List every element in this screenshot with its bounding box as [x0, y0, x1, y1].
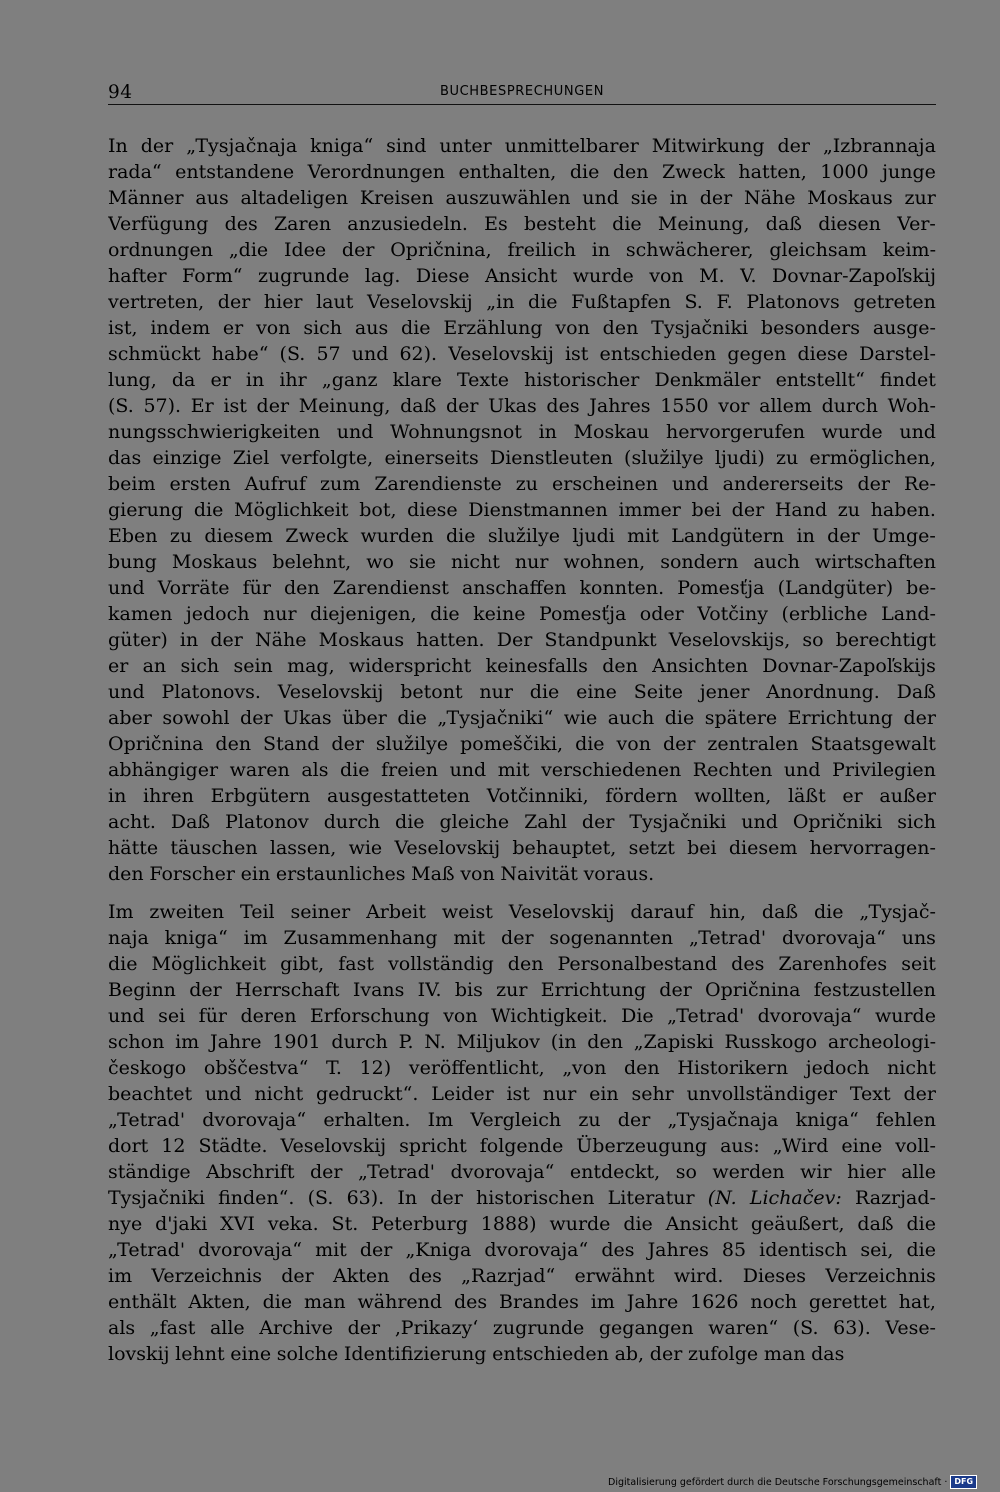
- text-line: „Tetrad' dvorovaja“ mit der „Kniga dvorovaja“ des Jahres 85 identisch sei, die: [108, 1239, 936, 1261]
- text-line: aber sowohl der Ukas über die „Tysjačniki“ wie auch die spätere Errichtung der: [108, 707, 936, 729]
- text-line: in ihren Erbgütern ausgestatteten Votčinniki, fördern wollten, läßt er außer: [108, 785, 936, 807]
- text-line: den Forscher ein erstaunliches Maß von Naivität voraus.: [108, 863, 655, 885]
- text-line: bung Moskaus belehnt, wo sie nicht nur wohnen, sondern auch wirtschaften: [108, 551, 936, 573]
- text-line: und Vorräte für den Zarendienst anschaffen konnten. Pomesťja (Landgüter) be-: [108, 577, 936, 599]
- funding-note: Digitalisierung gefördert durch die Deutsche Forschungsgemeinschaft ·: [608, 1476, 948, 1488]
- text-line: das einzige Ziel verfolgte, einerseits Dienstleuten (služilye ljudi) zu ermöglichen,: [108, 447, 936, 469]
- page-header: [108, 80, 936, 105]
- text-line: Beginn der Herrschaft Ivans IV. bis zur Errichtung der Opričnina festzustellen: [108, 979, 936, 1001]
- footer-attribution: [608, 1475, 977, 1489]
- text-line: abhängiger waren als die freien und mit verschiedenen Rechten und Privilegien: [108, 759, 936, 781]
- running-head: BUCHBESPRECHUNGEN: [439, 84, 605, 99]
- text-line: hafter Form“ zugrunde lag. Diese Ansicht wurde von M. V. Dovnar-Zapoľskij: [108, 265, 936, 287]
- text-line: als „fast alle Archive der ‚Prikazy‘ zugrunde gegangen waren“ (S. 63). Vese-: [108, 1317, 936, 1339]
- page-number: 94: [108, 82, 133, 103]
- text-line: schmückt habe“ (S. 57 und 62). Veselovskij ist entschieden gegen diese Darstel-: [108, 343, 936, 365]
- paragraph-2: [108, 899, 936, 1367]
- text-line: Männer aus altadeligen Kreisen auszuwählen und sie in der Nähe Moskaus zur: [108, 187, 936, 209]
- text-line: güter) in der Nähe Moskaus hatten. Der Standpunkt Veselovskijs, so berechtigt: [108, 629, 936, 651]
- text-line: und Platonovs. Veselovskij betont nur die eine Seite jener Anordnung. Daß: [108, 681, 936, 703]
- text-line: Verfügung des Zaren anzusiedeln. Es besteht die Meinung, daß diesen Ver-: [108, 213, 936, 235]
- text-line: enthält Akten, die man während des Brandes im Jahre 1626 noch gerettet hat,: [108, 1291, 936, 1313]
- text-line: vertreten, der hier laut Veselovskij „in die Fußtapfen S. F. Platonovs getreten: [108, 291, 936, 313]
- text-line: acht. Daß Platonov durch die gleiche Zahl der Tysjačniki und Opričniki sich: [108, 811, 936, 833]
- text-line: rada“ entstandene Verordnungen enthalten, die den Zweck hatten, 1000 junge: [108, 161, 936, 183]
- text-line: ordnungen „die Idee der Opričnina, freilich in schwächerer, gleichsam keim-: [108, 239, 936, 261]
- text-line: „Tetrad' dvorovaja“ erhalten. Im Vergleich zu der „Tysjačnaja kniga“ fehlen: [108, 1109, 936, 1131]
- text-line: nye d'jaki XVI veka. St. Peterburg 1888) wurde die Ansicht geäußert, daß die: [108, 1213, 936, 1235]
- text-line: (S. 57). Er ist der Meinung, daß der Ukas des Jahres 1550 vor allem durch Woh-: [108, 395, 936, 417]
- text-line: lung, da er in ihr „ganz klare Texte historischer Denkmäler entstellt“ findet: [108, 369, 936, 391]
- text-line: Eben zu diesem Zweck wurden die služilye ljudi mit Landgütern in der Umge-: [108, 525, 936, 547]
- text-line: beachtet und nicht gedruckt“. Leider ist nur ein sehr unvollständiger Text der: [108, 1083, 936, 1105]
- text-line: im Verzeichnis der Akten des „Razrjad“ erwähnt wird. Dieses Verzeichnis: [108, 1265, 936, 1287]
- text-line: hätte täuschen lassen, wie Veselovskij behauptet, setzt bei diesem hervorragen-: [108, 837, 936, 859]
- text-line: Tysjačniki finden“. (S. 63). In der historischen Literatur (N. Lichačev: Razrjad-: [108, 1187, 936, 1209]
- text-line: ständige Abschrift der „Tetrad' dvorovaja“ entdeckt, so werden wir hier alle: [108, 1161, 936, 1183]
- text-line: beim ersten Aufruf zum Zarendienste zu erscheinen und andererseits der Re-: [108, 473, 936, 495]
- text-line: kamen jedoch nur diejenigen, die keine Pomesťja oder Votčiny (erbliche Land-: [108, 603, 936, 625]
- dfg-logo: DFG: [950, 1475, 977, 1489]
- text-line: Im zweiten Teil seiner Arbeit weist Veselovskij darauf hin, daß die „Tysjač-: [108, 901, 936, 923]
- text-line: schon im Jahre 1901 durch P. N. Miljukov (in den „Zapiski Russkogo archeologi-: [108, 1031, 936, 1053]
- text-line: er an sich sein mag, widerspricht keinesfalls den Ansichten Dovnar-Zapoľskijs: [108, 655, 936, 677]
- text-line: naja kniga“ im Zusammenhang mit der sogenannten „Tetrad' dvorovaja“ uns: [108, 927, 936, 949]
- text-line: českogo obščestva“ T. 12) veröffentlicht, „von den Historikern jedoch nicht: [108, 1057, 936, 1079]
- text-line: ist, indem er von sich aus die Erzählung von den Tysjačniki besonders ausge-: [108, 317, 936, 339]
- text-line: gierung die Möglichkeit bot, diese Dienstmannen immer bei der Hand zu haben.: [108, 499, 936, 521]
- text-line: die Möglichkeit gibt, fast vollständig den Personalbestand des Zarenhofes seit: [108, 953, 936, 975]
- text-line: dort 12 Städte. Veselovskij spricht folgende Überzeugung aus: „Wird eine voll-: [108, 1135, 936, 1157]
- text-line: In der „Tysjačnaja kniga“ sind unter unmittelbarer Mitwirkung der „Izbrannaja: [108, 135, 936, 157]
- text-line: und sei für deren Erforschung von Wichtigkeit. Die „Tetrad' dvorovaja“ wurde: [108, 1005, 936, 1027]
- paragraph-1: [108, 133, 936, 887]
- text-line: lovskij lehnt eine solche Identifizierung entschieden ab, der zufolge man das: [108, 1343, 845, 1365]
- text-line: nungsschwierigkeiten und Wohnungsnot in Moskau hervorgerufen wurde und: [108, 421, 936, 443]
- text-line: Opričnina den Stand der služilye pomeščiki, die von der zentralen Staatsgewalt: [108, 733, 936, 755]
